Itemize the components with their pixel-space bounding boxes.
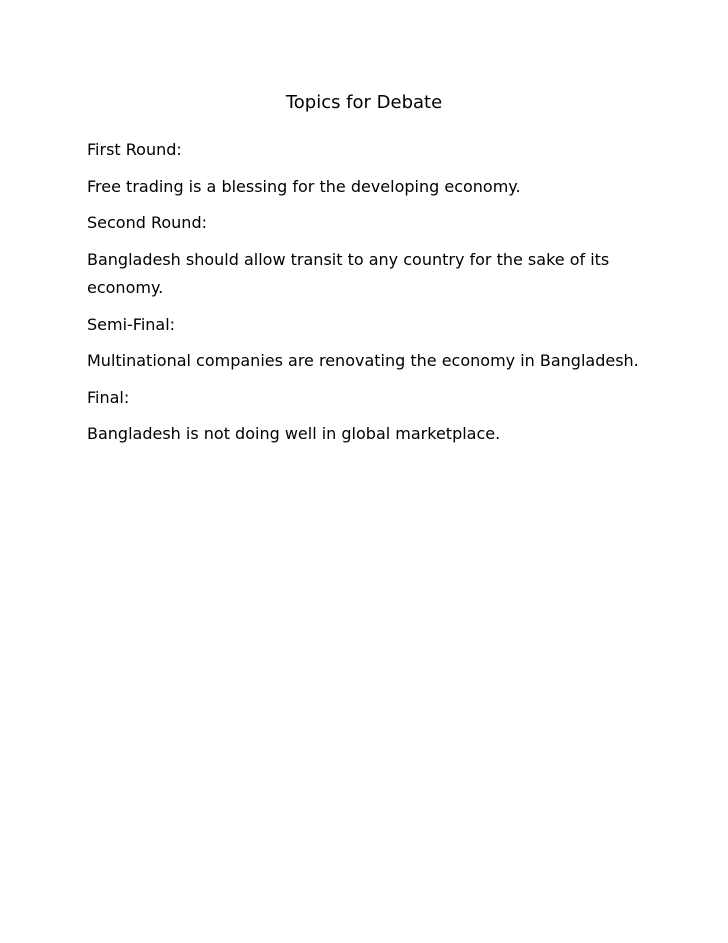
round-label-semi-final: Semi-Final: bbox=[87, 314, 176, 334]
round-label-first: First Round: bbox=[87, 140, 182, 159]
round-topic-second: Bangladesh should allow transit to any country for the sake of its economy. bbox=[87, 249, 610, 297]
round-topic-first: Free trading is a blessing for the developing economy. bbox=[87, 176, 521, 196]
round-label-final: Final: bbox=[87, 387, 130, 407]
round-topic-final: Bangladesh is not doing well in global marketplace. bbox=[87, 424, 501, 443]
round-topic-semi-final: Multinational companies are renovating the economy in Bangladesh. bbox=[87, 351, 639, 370]
round-label-second: Second Round: bbox=[87, 213, 207, 232]
document-body bbox=[87, 136, 647, 457]
document-title: Topics for Debate bbox=[285, 92, 443, 113]
